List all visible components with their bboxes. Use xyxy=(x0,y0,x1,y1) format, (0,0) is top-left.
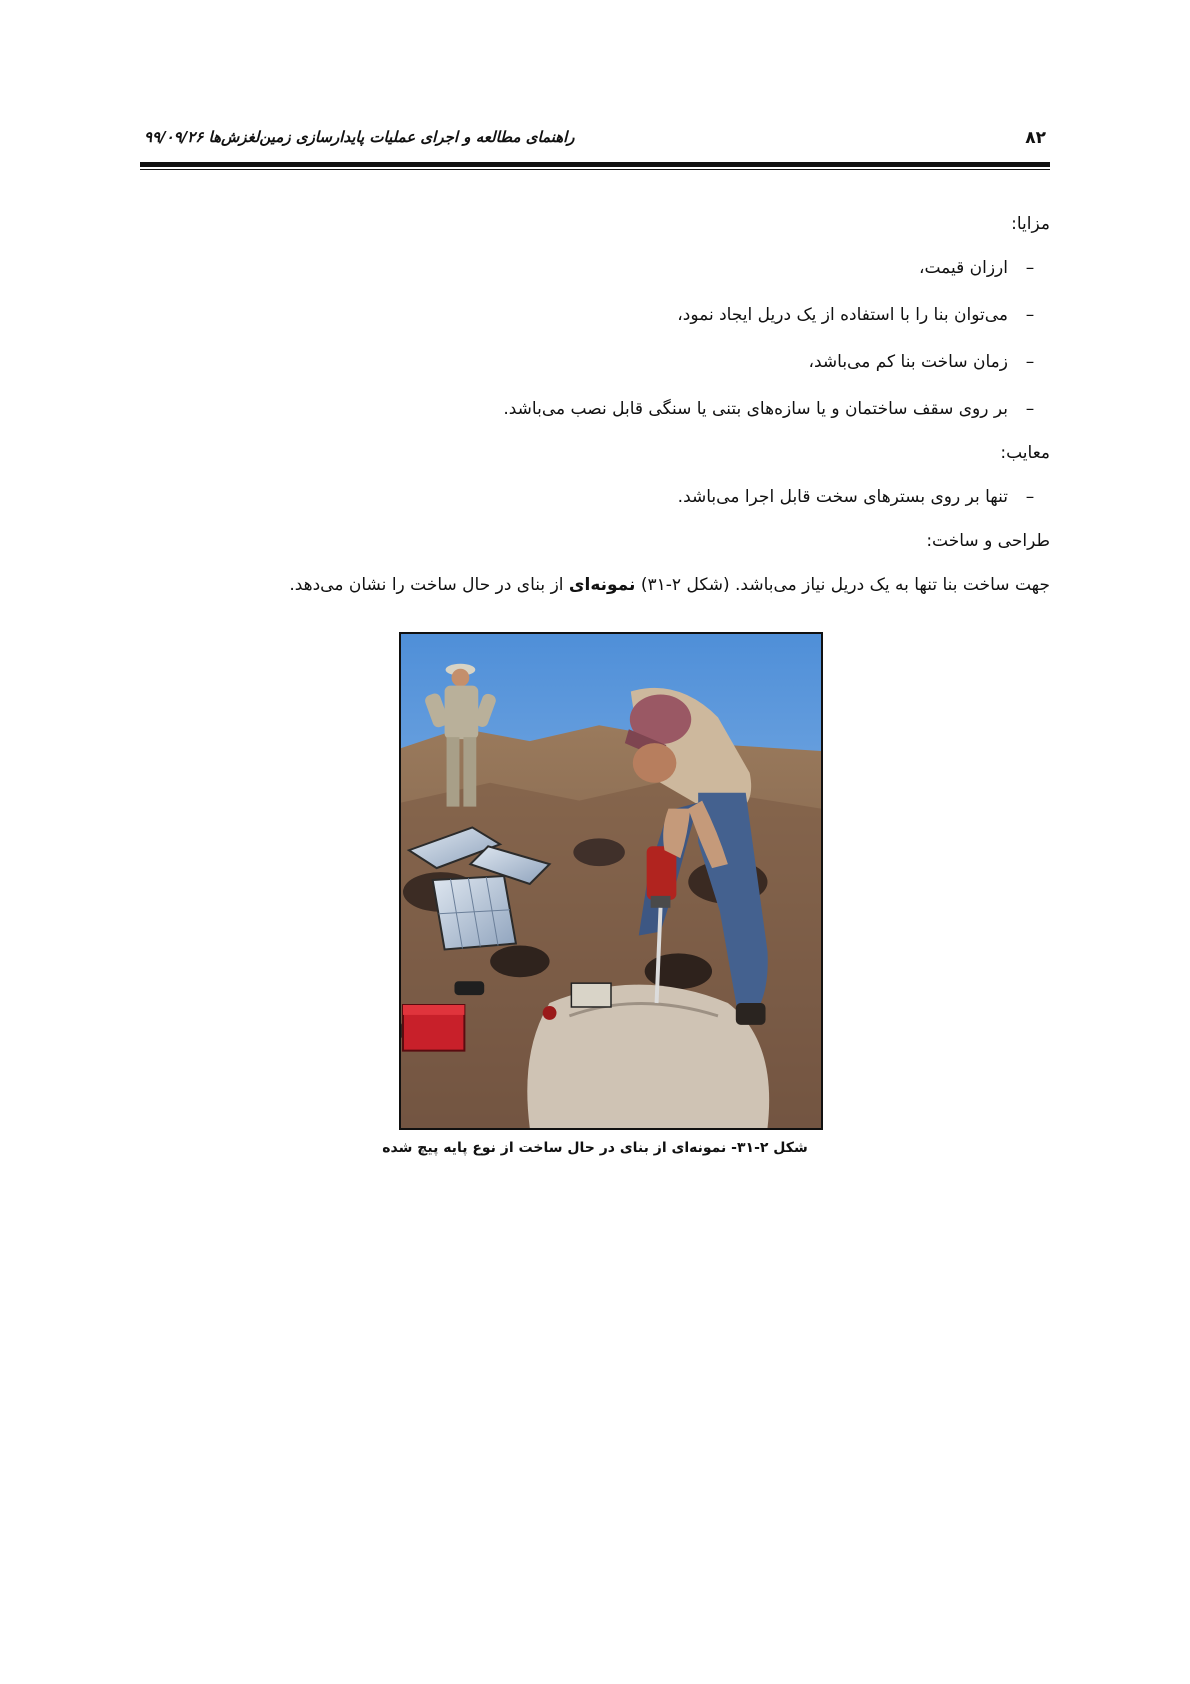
dash-bullet: – xyxy=(1025,487,1035,507)
figure-photo xyxy=(399,632,823,1130)
header-rule-thin xyxy=(140,169,1050,170)
paragraph-bold-text: نمونه‌ای xyxy=(568,575,636,595)
disadvantages-list xyxy=(140,485,1050,509)
advantages-heading: مزایا: xyxy=(1011,214,1050,234)
field-photo-illustration xyxy=(401,634,821,1128)
disadvantages-heading: معایب: xyxy=(1000,443,1050,463)
running-title: راهنمای مطالعه و اجرای عملیات پایدارسازی زمین‌لغزش‌ها ۹۹/۰۹/۲۶ xyxy=(144,128,575,146)
figure-caption: شکل ۲-۳۱- نمونه‌ای از بنای در حال ساخت از نوع پایه پیچ شده xyxy=(382,1140,808,1156)
paragraph-text-end: از بنای در حال ساخت را نشان می‌دهد. xyxy=(289,575,569,595)
page-header xyxy=(140,128,1050,154)
list-item-text: زمان ساخت بنا کم می‌باشد، xyxy=(808,352,1008,372)
list-item xyxy=(140,256,1040,280)
list-item-text: تنها بر روی بسترهای سخت قابل اجرا می‌باشد. xyxy=(677,487,1008,507)
dash-bullet: – xyxy=(1025,258,1035,278)
document-body xyxy=(140,212,1050,597)
design-paragraph xyxy=(140,573,1050,597)
list-item xyxy=(140,350,1040,374)
list-item xyxy=(140,303,1040,327)
dash-bullet: – xyxy=(1025,305,1035,325)
list-item xyxy=(140,485,1040,509)
dash-bullet: – xyxy=(1025,399,1035,419)
paragraph-text: جهت ساخت بنا تنها به یک دریل نیاز می‌باشد. (شکل ۲-۳۱) xyxy=(635,575,1050,595)
header-rule xyxy=(140,162,1050,167)
list-item-text: بر روی سقف ساختمان و یا سازه‌های بتنی یا سنگی قابل نصب می‌باشد. xyxy=(503,399,1008,419)
list-item-text: می‌توان بنا را با استفاده از یک دریل ایجاد نمود، xyxy=(677,305,1008,325)
design-heading: طراحی و ساخت: xyxy=(926,531,1050,551)
list-item-text: ارزان قیمت، xyxy=(918,258,1008,278)
page-number: ۸۲ xyxy=(1025,128,1046,148)
list-item xyxy=(140,397,1040,421)
dash-bullet: – xyxy=(1025,352,1035,372)
advantages-list xyxy=(140,256,1050,421)
